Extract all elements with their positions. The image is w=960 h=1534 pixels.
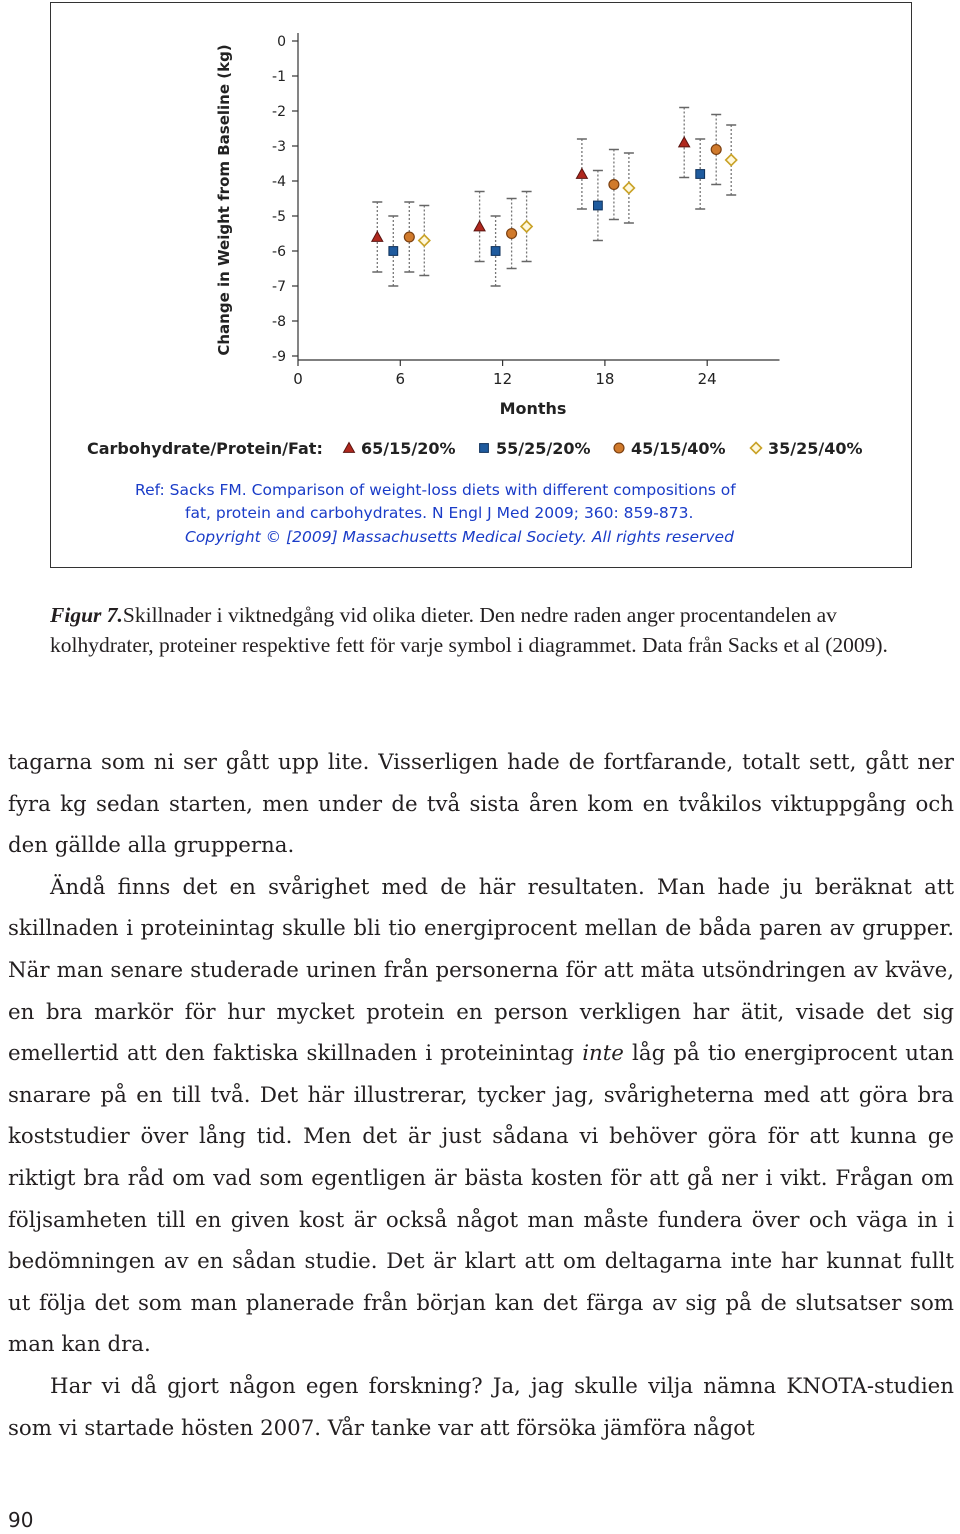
- figure-caption: [50, 600, 920, 660]
- x-axis-label: Months: [499, 399, 567, 418]
- y-tick-label: -6: [272, 244, 286, 260]
- legend-marker: [344, 443, 355, 453]
- legend-entry: 65/15/20%: [361, 439, 456, 458]
- legend-entry: 35/25/40%: [768, 439, 863, 458]
- y-tick-label: -7: [272, 279, 286, 295]
- x-tick-label: 6: [395, 370, 406, 388]
- legend-marker: [614, 443, 624, 453]
- y-tick-label: -8: [272, 314, 286, 330]
- page-number: 90: [8, 1508, 34, 1532]
- paragraph-2-part-2: låg på tio energiprocent utan snarare på en till två. Det här illustrerar, tycker jag, svårigheterna med att göra bra koststudier över lång tid. Men det är just sådana vi behöver göra för att kunna ge riktigt bra råd om vad som egentligen är bästa kosten för att gå ner i vikt. Frågan om följsamheten till en given kost är också något man måste fundera över och väga in i bedömningen av en sådan studie. Det är klart att om deltagarna inte har kunnat fullt ut följa det som man planerade från början kan det färga av sig på de slutsatser som man kan dra.: [8, 1041, 954, 1358]
- x-tick-label: 18: [595, 370, 615, 388]
- data-point: [372, 232, 383, 242]
- legend: [87, 439, 863, 458]
- data-point: [419, 235, 430, 246]
- y-tick-label: -2: [272, 104, 286, 120]
- reference-line-2: fat, protein and carbohydrates. N Engl J Med 2009; 360: 859-873.: [185, 504, 694, 522]
- data-point: [594, 201, 603, 210]
- body-text: [8, 742, 954, 1449]
- caption-text: Skillnader i viktnedgång vid olika dieter. Den nedre raden anger procentandelen av kolhydrater, proteiner respektive fett för varje symbol i diagrammet. Data från Sacks et al (2009).: [50, 603, 888, 657]
- data-point: [609, 180, 619, 190]
- figure-label: Figur 7.: [50, 603, 123, 627]
- legend-title: Carbohydrate/Protein/Fat:: [87, 439, 323, 458]
- figure-frame: [50, 2, 912, 568]
- reference-line-1: Ref: Sacks FM. Comparison of weight-loss diets with different compositions of: [135, 481, 736, 499]
- y-tick-label: -4: [272, 174, 286, 190]
- data-point: [507, 229, 517, 239]
- paragraph-2: [8, 867, 954, 1366]
- legend-entry: 55/25/20%: [496, 439, 591, 458]
- y-tick-label: -5: [272, 209, 286, 225]
- data-point: [491, 247, 500, 256]
- x-tick-label: 24: [697, 370, 717, 388]
- data-point: [623, 183, 634, 194]
- y-tick-label: -9: [272, 349, 286, 365]
- weight-change-chart: [51, 3, 911, 567]
- data-point: [576, 169, 587, 179]
- data-point: [726, 155, 737, 166]
- emphasis-inte: inte: [582, 1041, 624, 1067]
- data-point: [474, 221, 485, 231]
- data-point: [696, 170, 705, 179]
- data-point: [389, 247, 398, 256]
- y-axis-label: Change in Weight from Baseline (kg): [215, 44, 233, 356]
- data-point: [404, 232, 414, 242]
- y-tick-label: -3: [272, 139, 286, 155]
- data-point: [711, 145, 721, 155]
- x-tick-label: 0: [293, 370, 303, 388]
- data-point: [679, 137, 690, 147]
- paragraph-1: tagarna som ni ser gått upp lite. Visserligen hade de fortfarande, totalt sett, gått ner fyra kg sedan starten, men under de två sista åren kom en tvåkilos viktuppgång och den gällde alla grupperna.: [8, 750, 954, 859]
- legend-marker: [480, 444, 489, 453]
- legend-entry: 45/15/40%: [631, 439, 726, 458]
- y-tick-label: 0: [277, 34, 286, 50]
- y-tick-label: -1: [272, 69, 286, 85]
- x-tick-label: 12: [493, 370, 513, 388]
- paragraph-3: Har vi då gjort någon egen forskning? Ja, jag skulle vilja nämna KNOTA-studien som vi startade hösten 2007. Vår tanke var att försöka jämföra något: [8, 1373, 954, 1441]
- data-point: [521, 221, 532, 232]
- reference-line-3: Copyright © [2009] Massachusetts Medical Society. All rights reserved: [185, 528, 734, 546]
- paragraph-2-part-1: Ändå finns det en svårighet med de här resultaten. Man hade ju beräknat att skillnaden i proteinintag skulle bli tio energiprocent mellan de båda paren av grupper. När man senare studerade urinen från personerna för att mäta utsöndringen av kväve, en bra markör för hur mycket protein en person verkligen har ätit, visade det sig emellertid att den faktiska skillnaden i proteinintag: [8, 874, 954, 1067]
- legend-marker: [751, 443, 762, 454]
